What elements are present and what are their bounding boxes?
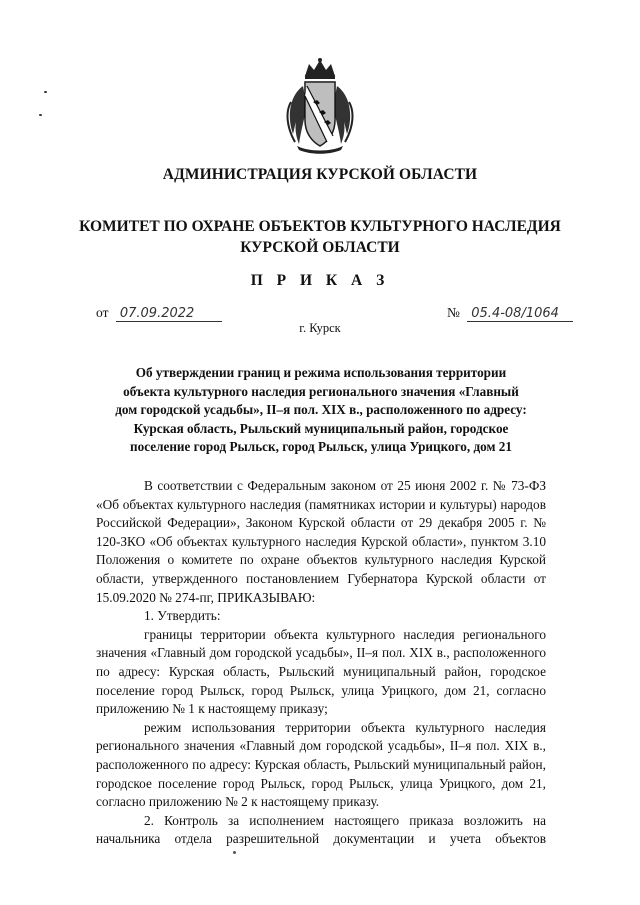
committee-heading	[0, 216, 640, 258]
scan-speck	[233, 851, 236, 854]
number-value: 05.4-08/1064	[467, 306, 573, 322]
title-line: объекта культурного наследия регионального значения «Главный	[123, 383, 519, 399]
order-date	[96, 305, 222, 322]
body-paragraph: В соответствии с Федеральным законом от 25 июня 2002 г. № 73-ФЗ «Об объектах культурного наследия (памятниках истории и культуры) народов Российской Федерации», Законом Курской области от 29 декабря 2005 г. № 120-ЗКО «Об объектах культурного наследия Курской области», пунктом 3.10 Положения о комитете по охране объектов культурного наследия Курской области, утвержденного постановлением Губернатора Курской области от 15.09.2020 № 274-пг, ПРИКАЗЫВАЮ:	[96, 478, 546, 605]
title-line: Об утверждении границ и режима использования территории	[135, 365, 507, 380]
date-prefix: от	[96, 305, 109, 320]
city-label: г. Курск	[299, 321, 341, 335]
committee-heading-line: КУРСКОЙ ОБЛАСТИ	[240, 239, 400, 256]
body-paragraph: границы территории объекта культурного наследия регионального значения «Главный дом городской усадьбы», II–я пол. XIX в., расположенного по адресу: Курская область, Рыльский муниципальный район, городское поселение город Рыльск, город Рыльск, улица Урицкого, дом 21, согласно приложению № 1 к настоящему приказу;	[96, 626, 546, 717]
order-title	[96, 364, 546, 457]
title-line: дом городской усадьбы», II–я пол. XIX в., расположенного по адресу:	[115, 402, 527, 417]
body-paragraph: режим использования территории объекта культурного наследия регионального значения «Главный дом городской усадьбы», II–я пол. XIX в., расположенного по адресу: Курская область, Рыльский муниципальный район, городское поселение город Рыльск, город Рыльск, улица Урицкого, дом 21, согласно приложению № 2 к настоящему приказу.	[96, 719, 546, 810]
title-line: поселение город Рыльск, город Рыльск, улица Урицкого, дом 21	[130, 439, 512, 454]
document-type-heading: П Р И К А З	[250, 272, 390, 289]
scan-speck	[44, 91, 47, 93]
committee-heading-line: КОМИТЕТ ПО ОХРАНЕ ОБЪЕКТОВ КУЛЬТУРНОГО НАСЛЕДИЯ	[79, 218, 561, 235]
body-paragraph: 1. Утвердить:	[144, 608, 221, 624]
coat-of-arms-emblem	[283, 56, 357, 156]
scan-speck	[39, 114, 42, 116]
number-prefix: №	[447, 305, 460, 320]
order-number	[447, 305, 573, 322]
title-line: Курская область, Рыльский муниципальный район, городское	[133, 420, 509, 436]
date-value: 07.09.2022	[116, 306, 222, 322]
body-paragraph: 2. Контроль за исполнением настоящего приказа возложить на начальника отдела разрешительной документации и учета объектов	[96, 812, 546, 847]
order-body	[96, 477, 546, 849]
administration-heading: АДМИНИСТРАЦИЯ КУРСКОЙ ОБЛАСТИ	[162, 166, 478, 183]
